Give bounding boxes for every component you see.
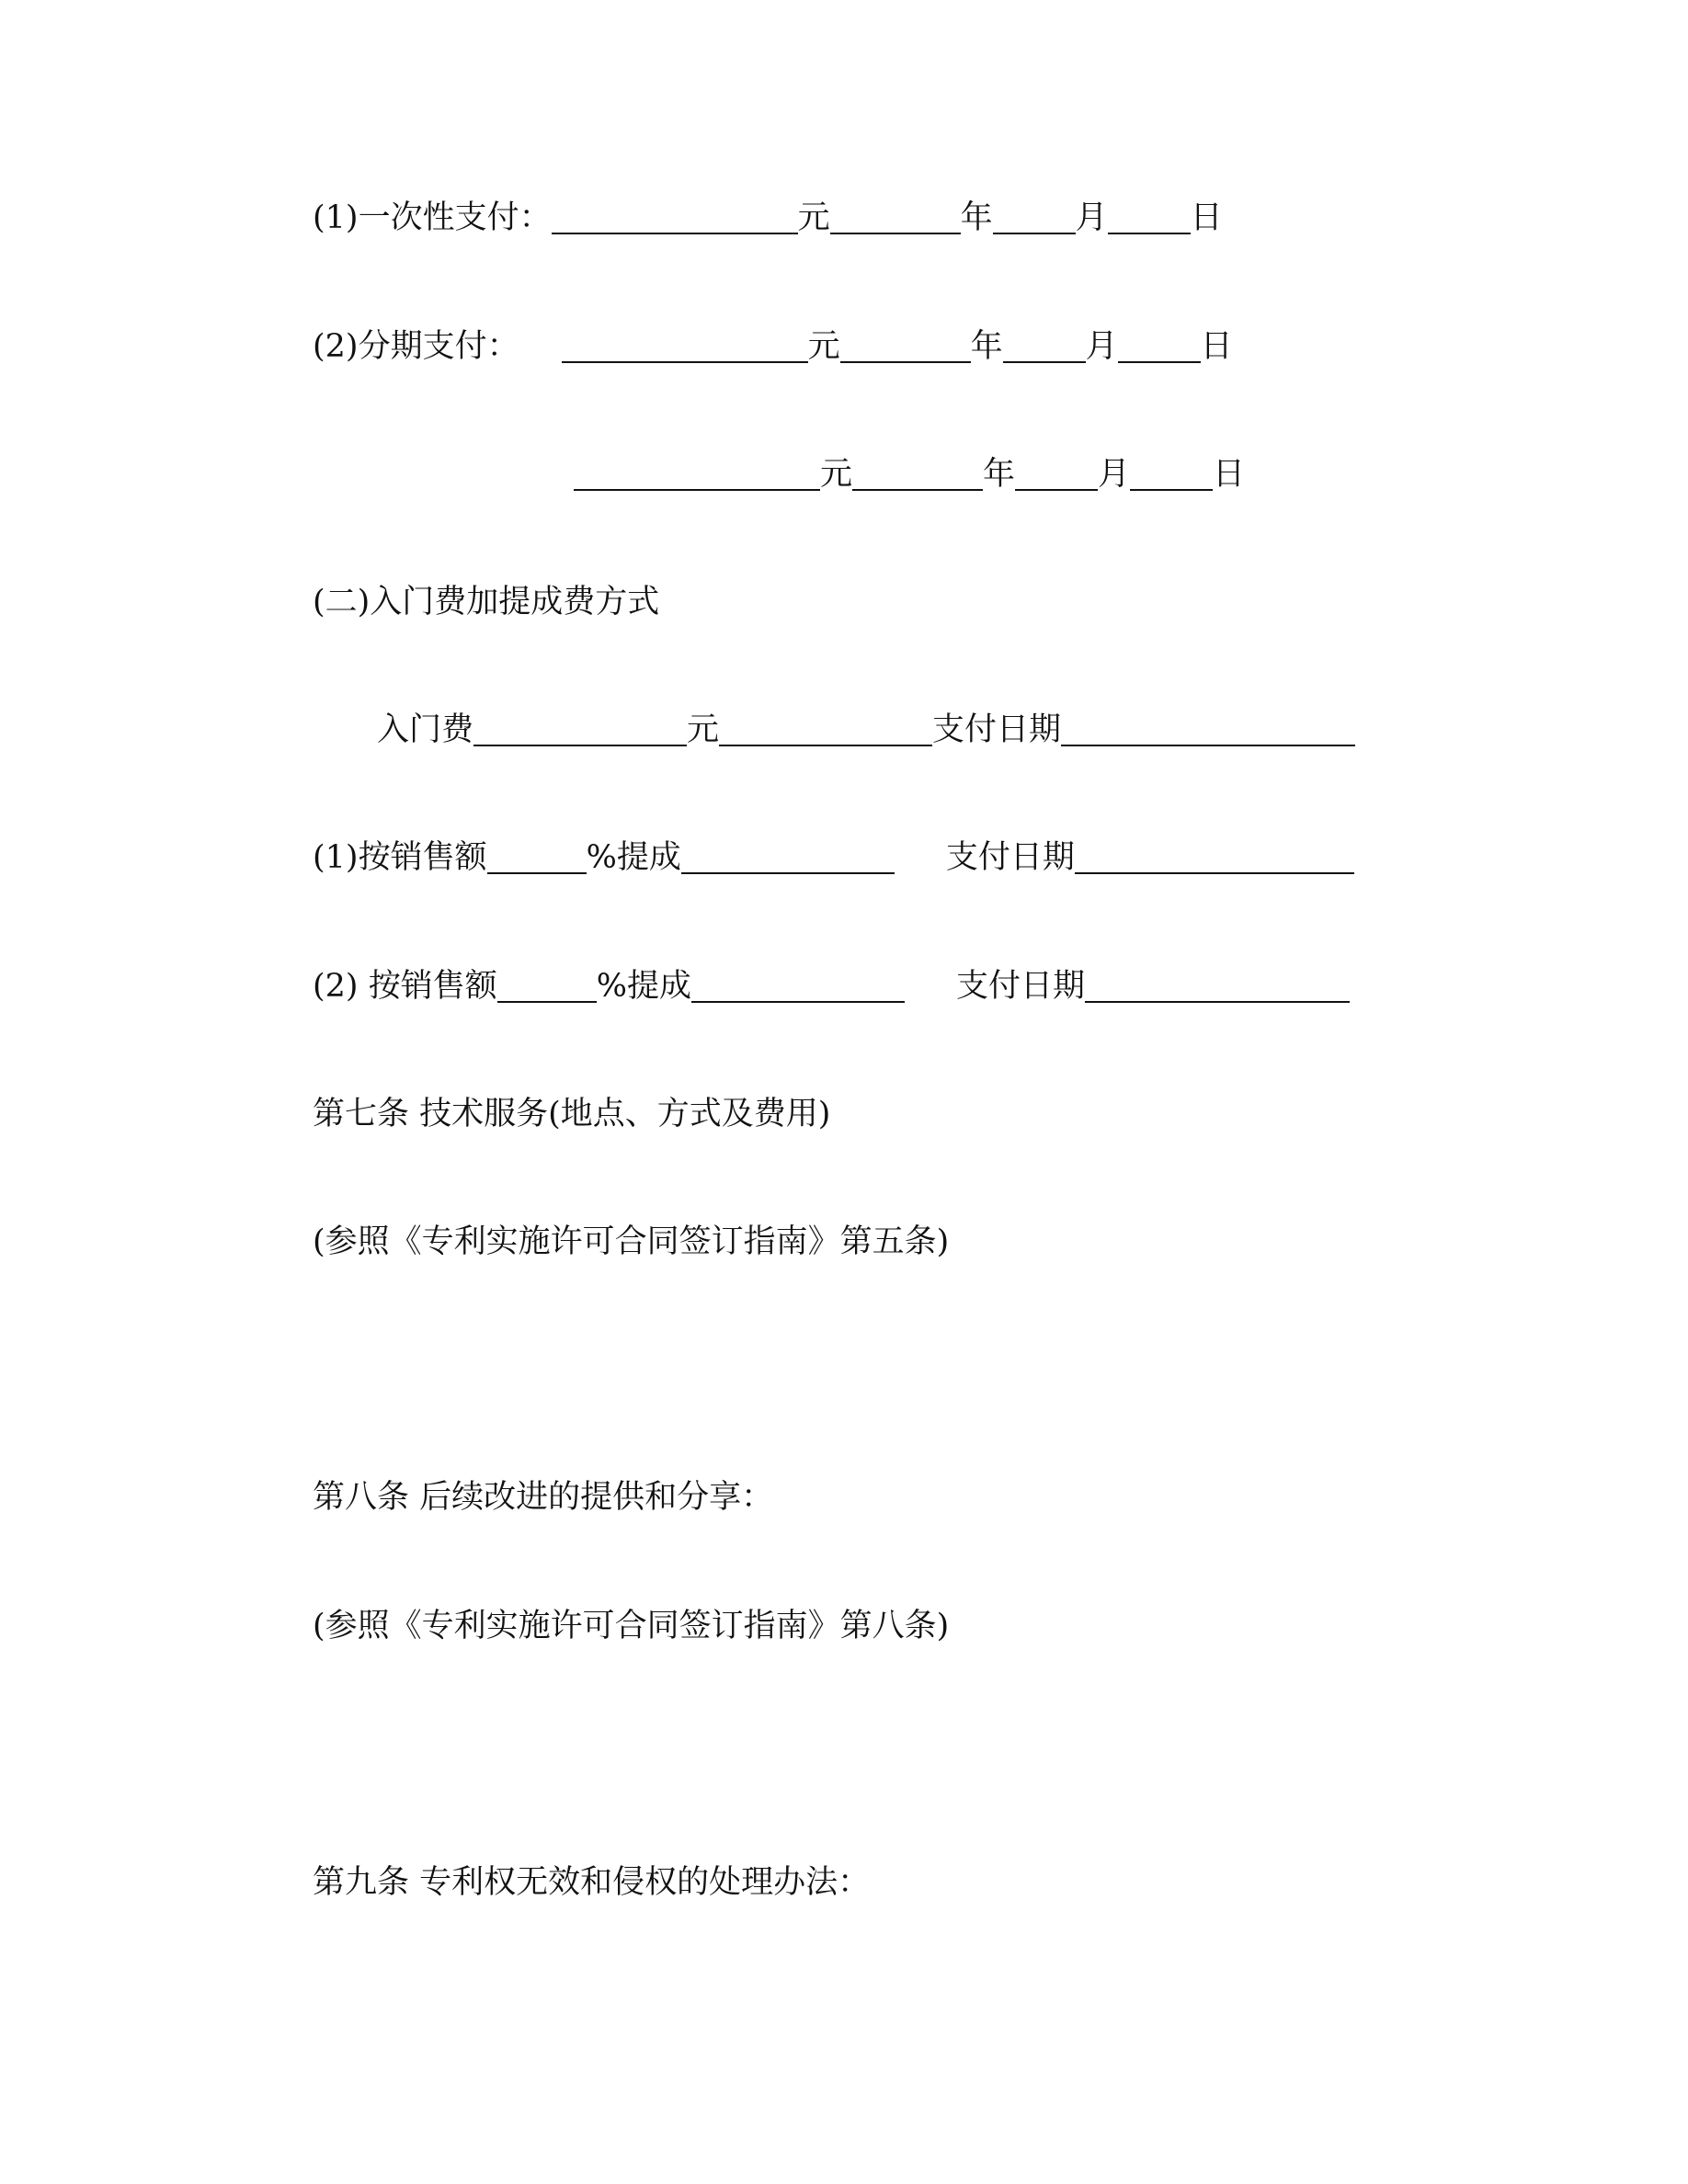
commission-line-2 xyxy=(313,964,1350,1008)
article8-title xyxy=(313,1475,773,1519)
pay-date-blank[interactable] xyxy=(1061,711,1355,746)
year-label: 年 xyxy=(983,456,1016,493)
installment-label: (2)分期支付： xyxy=(313,328,519,365)
commission-item2-prefix: (2) 按销售额 xyxy=(313,968,497,1005)
amount-blank[interactable] xyxy=(562,328,808,363)
commission-blank[interactable] xyxy=(681,839,895,874)
day-blank[interactable] xyxy=(1130,456,1213,491)
year-blank[interactable] xyxy=(830,199,961,234)
year-label: 年 xyxy=(970,328,1003,365)
entrance-fee-line xyxy=(377,708,1355,752)
article7-title-text: 第七条 技术服务(地点、方式及费用) xyxy=(313,1096,831,1132)
article8-title-text: 第八条 后续改进的提供和分享： xyxy=(313,1479,774,1516)
entrance-fee-blank[interactable] xyxy=(473,711,687,746)
article7-note xyxy=(313,1220,949,1264)
month-label: 月 xyxy=(1085,328,1118,365)
percent-blank[interactable] xyxy=(487,839,587,874)
article7-title xyxy=(313,1092,830,1136)
amount-blank[interactable] xyxy=(574,456,820,491)
lump-sum-payment-line xyxy=(313,196,1223,240)
year-blank[interactable] xyxy=(852,456,983,491)
article7-note-text: (参照《专利实施许可合同签订指南》第五条) xyxy=(313,1223,950,1260)
lump-sum-label: (1)一次性支付： xyxy=(313,199,552,236)
month-blank[interactable] xyxy=(1015,456,1098,491)
entrance-fee-label: 入门费 xyxy=(377,711,474,748)
year-label: 年 xyxy=(960,199,993,236)
article8-note-text: (参照《专利实施许可合同签订指南》第八条) xyxy=(313,1608,950,1644)
pay-date-label: 支付日期 xyxy=(955,968,1085,1005)
month-blank[interactable] xyxy=(993,199,1076,234)
amount-blank[interactable] xyxy=(552,199,798,234)
yuan-label: 元 xyxy=(797,199,830,236)
day-label: 日 xyxy=(1200,328,1233,365)
yuan-label: 元 xyxy=(687,711,720,748)
installment-payment-line-2 xyxy=(574,452,1245,496)
percent-suffix: %提成 xyxy=(586,839,681,876)
commission-line-1 xyxy=(313,836,1354,880)
percent-blank[interactable] xyxy=(497,968,597,1003)
day-label: 日 xyxy=(1213,456,1246,493)
yuan-label: 元 xyxy=(820,456,853,493)
amount-blank[interactable] xyxy=(719,711,932,746)
day-blank[interactable] xyxy=(1118,328,1201,363)
method2-heading-text: (二)入门费加提成费方式 xyxy=(313,584,660,620)
commission-item1-prefix: (1)按销售额 xyxy=(313,839,487,876)
method2-heading xyxy=(313,580,659,624)
yuan-label: 元 xyxy=(807,328,840,365)
article9-title-text: 第九条 专利权无效和侵权的处理办法： xyxy=(313,1864,871,1901)
day-blank[interactable] xyxy=(1108,199,1191,234)
pay-date-blank[interactable] xyxy=(1085,968,1350,1003)
percent-suffix: %提成 xyxy=(596,968,691,1005)
installment-payment-line xyxy=(313,324,1233,369)
month-label: 月 xyxy=(1075,199,1108,236)
article9-title xyxy=(313,1860,870,1905)
pay-date-blank[interactable] xyxy=(1075,839,1354,874)
year-blank[interactable] xyxy=(840,328,971,363)
pay-date-label: 支付日期 xyxy=(945,839,1075,876)
commission-blank[interactable] xyxy=(691,968,905,1003)
month-label: 月 xyxy=(1098,456,1131,493)
day-label: 日 xyxy=(1190,199,1223,236)
pay-date-label: 支付日期 xyxy=(932,711,1062,748)
month-blank[interactable] xyxy=(1003,328,1086,363)
article8-note xyxy=(313,1604,949,1648)
